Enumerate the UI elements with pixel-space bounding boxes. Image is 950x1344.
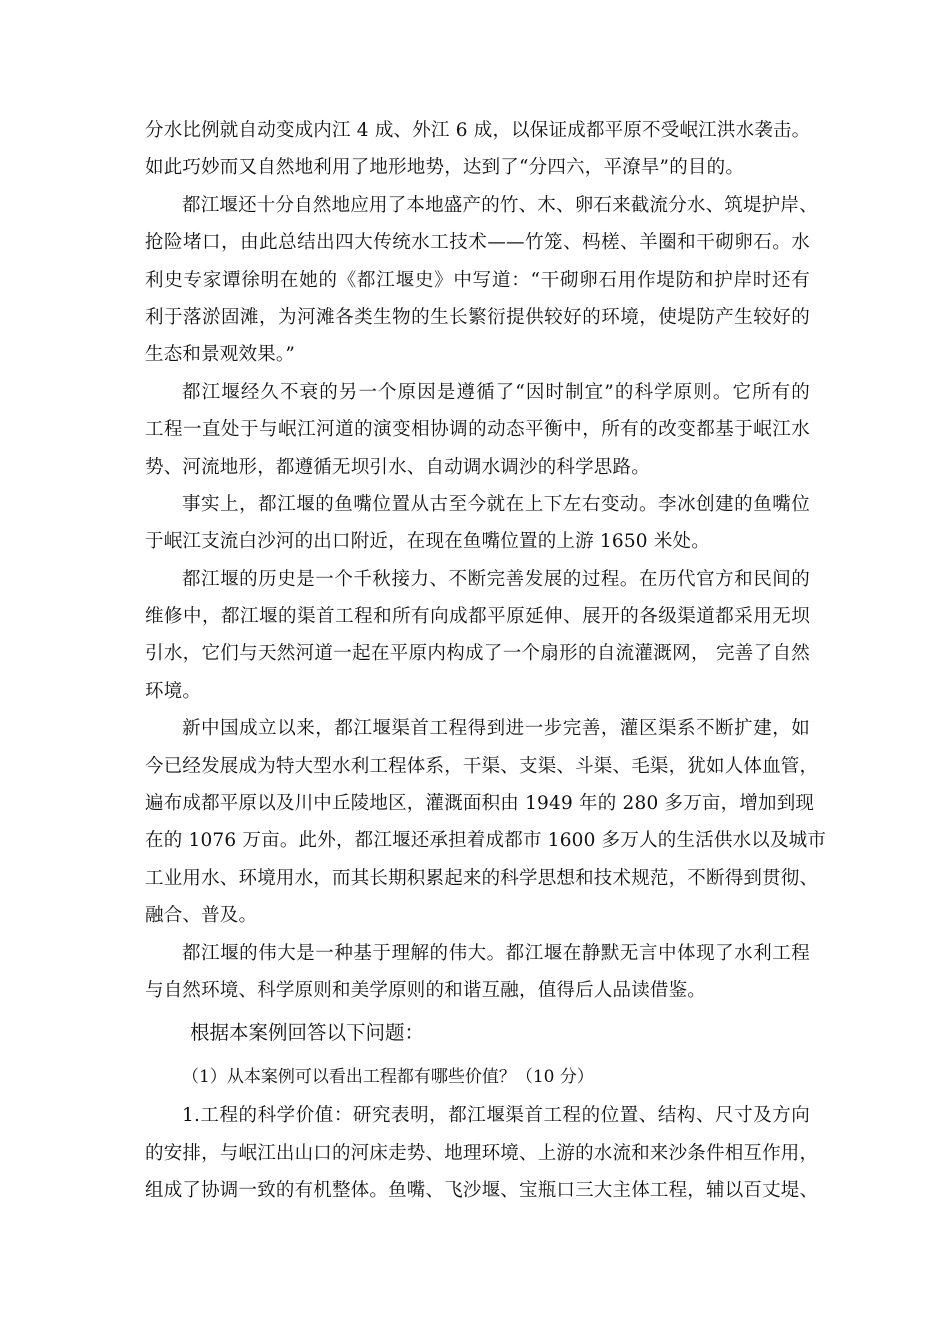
text-line: 都江堰的伟大是一种基于理解的伟大。都江堰在静默无言中体现了水利工程 [182, 942, 810, 964]
text-line: 维修中，都江堰的渠首工程和所有向成都平原延伸、展开的各级渠道都采用无坝 [145, 606, 810, 628]
document-page [145, 112, 827, 1210]
text-line: 都江堰经久不衰的另一个原因是遵循了“因时制宜”的科学原则。它所有的 [182, 381, 810, 403]
paragraph [145, 710, 827, 934]
text-line: 利于落淤固滩，为河滩各类生物的生长繁衍提供较好的环境，使堤防产生较好的 [145, 306, 810, 328]
paragraph [145, 486, 810, 561]
text-line: 生态和景观效果。” [145, 344, 296, 366]
text-line: 融合、普及。 [145, 905, 258, 927]
text-line: 都江堰还十分自然地应用了本地盛产的竹、木、卵石来截流分水、筑堤护岸、 [182, 194, 818, 216]
text-line: 与自然环境、科学原则和美学原则的和谐互融，值得后人品读借鉴。 [145, 979, 707, 1001]
text-line: 分水比例就自动变成内江 4 成、外江 6 成，以保证成都平原不受岷江洪水袭击。 [145, 120, 811, 141]
text-line: 遍布成都平原以及川中丘陵地区，灌溉面积由 1949 年的 280 多万亩，增加到现 [145, 793, 815, 815]
text-line: 的安排，与岷江出山口的河床走势、地理环境、上游的水流和来沙条件相互作用， [145, 1142, 819, 1164]
text-line: 工业用水、环境用水，而其长期积累起来的科学思想和技术规范，不断得到贯彻、 [145, 867, 819, 889]
text-line: 新中国成立以来，都江堰渠首工程得到进一步完善，灌区渠系不断扩建，如 [182, 718, 810, 740]
text-line: 引水，它们与天然河道一起在平原内构成了一个扇形的自流灌溉网， 完善了自然 [145, 643, 810, 665]
text-line: 事实上，都江堰的鱼嘴位置从古至今就在上下左右变动。李冰创建的鱼嘴位 [182, 493, 810, 515]
paragraph [145, 112, 810, 187]
text-line: 环境。 [145, 680, 202, 702]
paragraph [145, 374, 810, 486]
text-line: 都江堰的历史是一个千秋接力、不断完善发展的过程。在历代官方和民间的 [182, 568, 810, 590]
paragraph [145, 561, 810, 711]
answer-paragraph [145, 1097, 819, 1209]
paragraph [145, 935, 810, 1010]
text-line: 势、河流地形，都遵循无坝引水、自动调水调沙的科学思路。 [145, 456, 650, 478]
text-line: 在的 1076 万亩。此外，都江堰还承担着成都市 1600 多万人的生活供水以及城市 [145, 830, 827, 852]
paragraph [145, 187, 818, 374]
text-line: 今已经发展成为特大型水利工程体系，干渠、支渠、斗渠、毛渠，犹如人体血管， [145, 755, 819, 777]
question-text: （1）从本案例可以看出工程都有哪些价值？（10 分） [182, 1067, 594, 1088]
text-line: 组成了协调一致的有机整体。鱼嘴、飞沙堰、宝瓶口三大主体工程，辅以百丈堤、 [145, 1180, 819, 1202]
text-line: 工程一直处于与岷江河道的演变相协调的动态平衡中，所有的改变都基于岷江水 [145, 419, 810, 441]
section-heading: 根据本案例回答以下问题： [190, 1021, 425, 1045]
text-line: 利史专家谭徐明在她的《都江堰史》中写道：“干砌卵石用作堤防和护岸时还有 [145, 269, 810, 291]
text-line: 于岷江支流白沙河的出口附近，在现在鱼嘴位置的上游 1650 米处。 [145, 531, 710, 553]
text-line: 1.工程的科学价值：研究表明，都江堰渠首工程的位置、结构、尺寸及方向 [182, 1105, 810, 1127]
text-line: 如此巧妙而又自然地利用了地形地势，达到了“分四六，平潦旱”的目的。 [145, 157, 745, 179]
text-line: 抢险堵口，由此总结出四大传统水工技术——竹笼、杩槎、羊圈和干砌卵石。水 [145, 232, 810, 254]
